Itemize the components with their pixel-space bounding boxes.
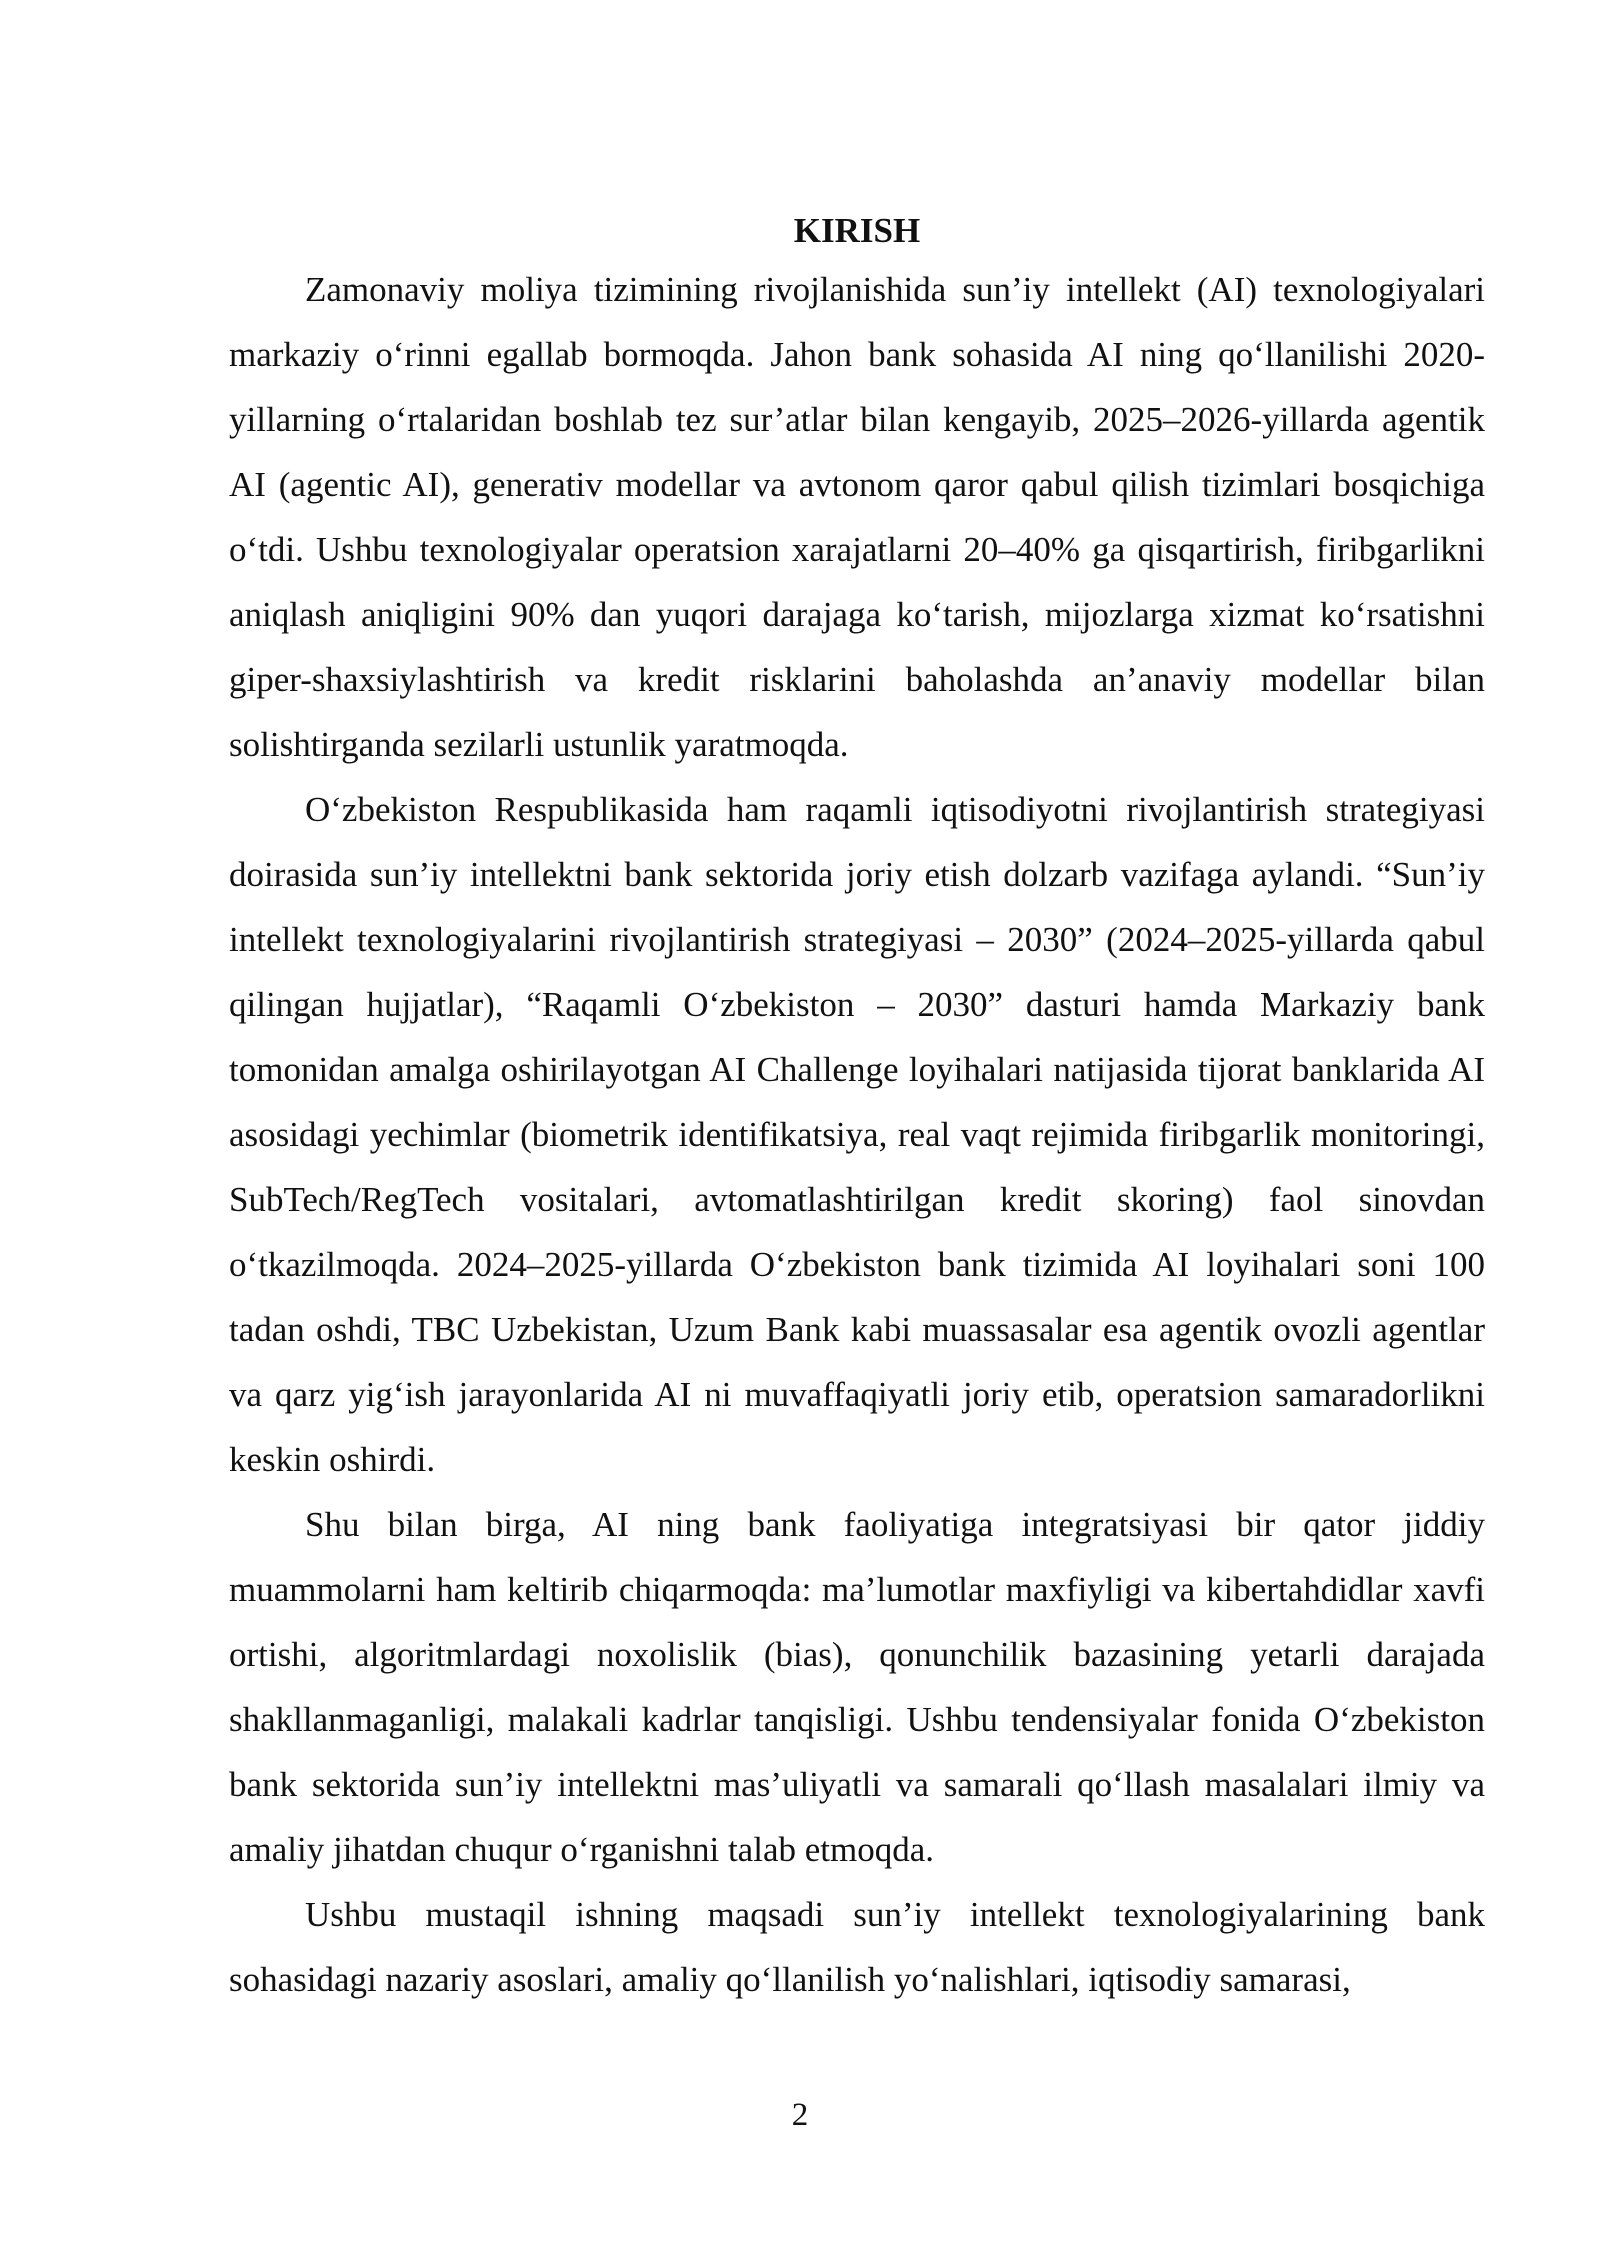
paragraph-4: Ushbu mustaqil ishning maqsadi sun’iy intellekt texnologiyalarining bank sohasidagi nazariy asoslari, amaliy qo‘llanilish yo‘nalishlari, iqtisodiy samarasi, [229,1895,1485,1999]
page-number: 2 [791,2097,809,2133]
paragraph-2: O‘zbekiston Respublikasida ham raqamli iqtisodiyotni rivojlantirish strategiyasi doirasida sun’iy intellektni bank sektorida joriy etish dolzarb vazifaga aylandi. “Sun’iy intellekt texnologiyalarini rivojlantirish strategiyasi – 2030” (2024–2025-yillarda qabul qilingan hujjatlar), “Raqamli O‘zbekiston – 2030” dasturi hamda Markaziy bank tomonidan amalga oshirilayotgan AI Challenge loyihalari natijasida tijorat banklarida AI asosidagi yechimlar (biometrik identifikatsiya, real vaqt rejimida firibgarlik monitoringi, SubTech/RegTech vositalari, avtomatlashtirilgan kredit skoring) faol sinovdan o‘tkazilmoqda. 2024–2025-yillarda O‘zbekiston bank tizimida AI loyihalari soni 100 tadan oshdi, TBC Uzbekistan, Uzum Bank kabi muassasalar esa agentik ovozli agentlar va qarz yig‘ish jarayonlarida AI ni muvaffaqiyatli joriy etib, operatsion samaradorlikni keskin oshirdi. [229,790,1485,1479]
section-title: KIRISH [793,211,921,250]
paragraph-3: Shu bilan birga, AI ning bank faoliyatiga integratsiyasi bir qator jiddiy muammolarni ham keltirib chiqarmoqda: ma’lumotlar maxfiyligi va kibertahdidlar xavfi ortishi, algoritmlardagi noxolislik (bias), qonunchilik bazasining yetarli darajada shakllanmaganligi, malakali kadrlar tanqisligi. Ushbu tendensiyalar fonida O‘zbekiston bank sektorida sun’iy intellektni mas’uliyatli va samarali qo‘llash masalalari ilmiy va amaliy jihatdan chuqur o‘rganishni talab etmoqda. [229,1505,1485,1869]
paragraph-1: Zamonaviy moliya tizimining rivojlanishida sun’iy intellekt (AI) texnologiyalari markaziy o‘rinni egallab bormoqda. Jahon bank sohasida AI ning qo‘llanilishi 2020-yillarning o‘rtalaridan boshlab tez sur’atlar bilan kengayib, 2025–2026-yillarda agentik AI (agentic AI), generativ modellar va avtonom qaror qabul qilish tizimlari bosqichiga o‘tdi. Ushbu texnologiyalar operatsion xarajatlarni 20–40% ga qisqartirish, firibgarlikni aniqlash aniqligini 90% dan yuqori darajaga ko‘tarish, mijozlarga xizmat ko‘rsatishni giper-shaxsiylashtirish va kredit risklarini baholashda an’anaviy modellar bilan solishtirganda sezilarli ustunlik yaratmoqda. [229,270,1485,764]
page-content [229,205,1485,2012]
